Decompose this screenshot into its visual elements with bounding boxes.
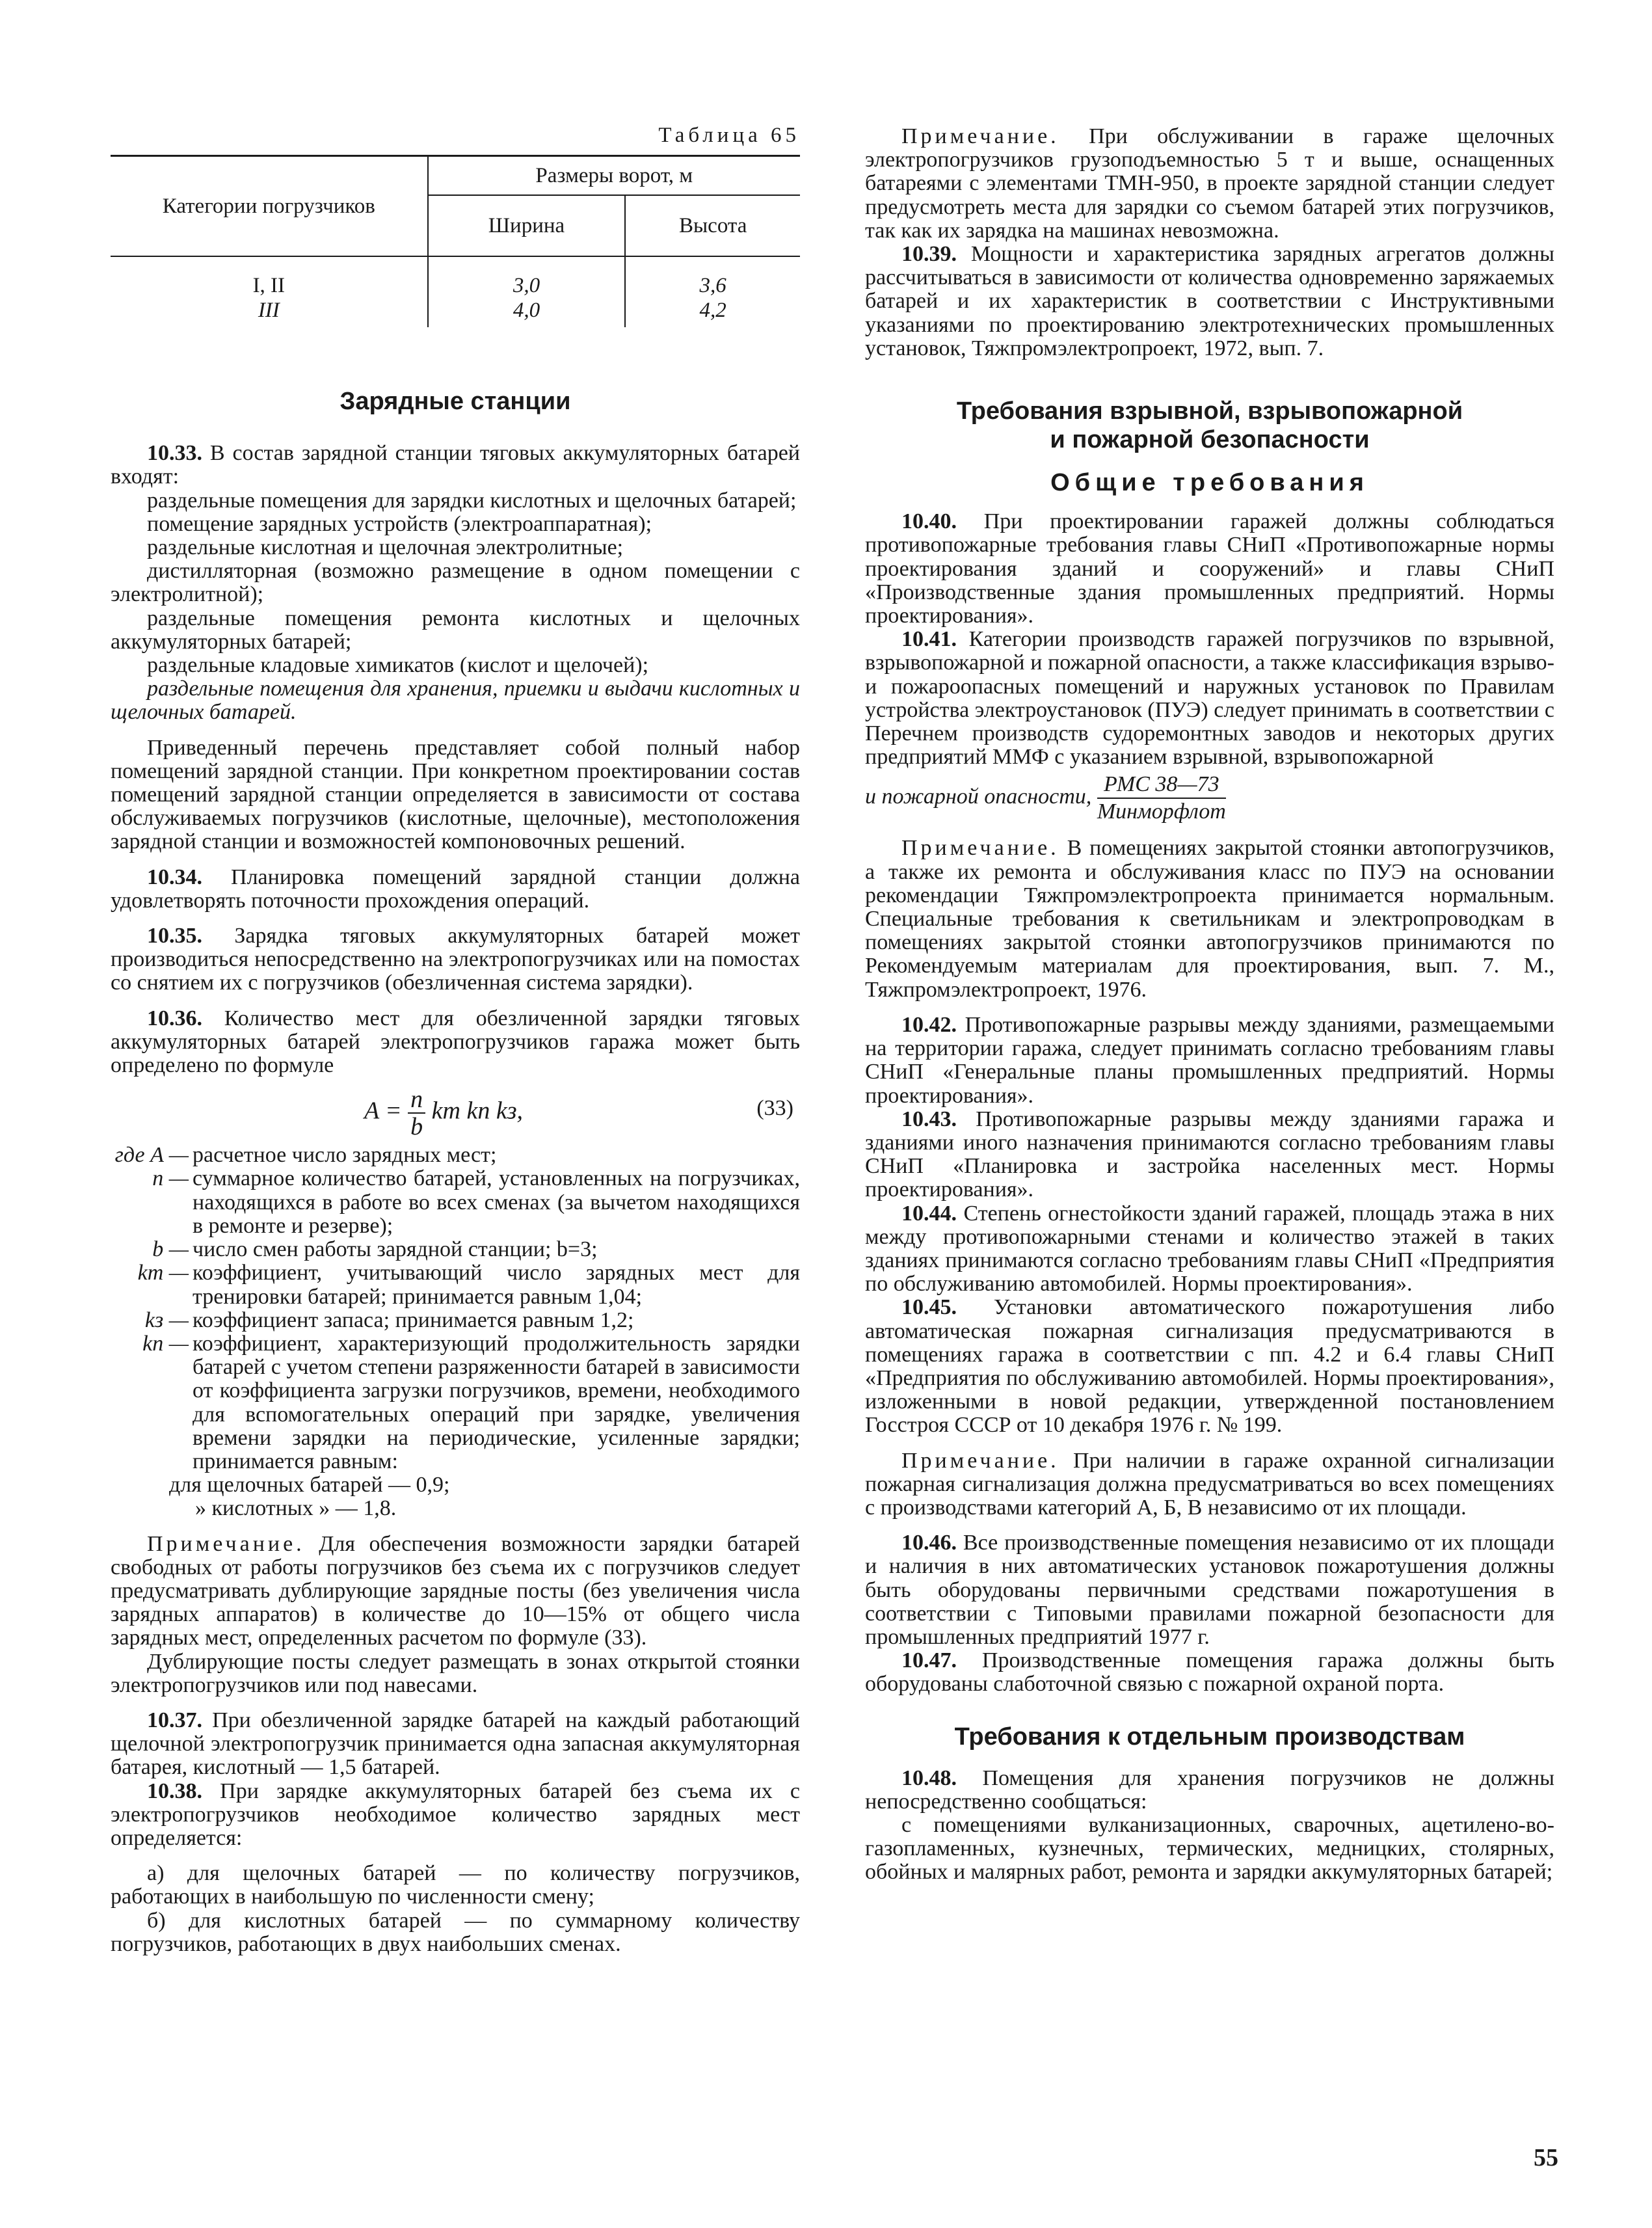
paragraph-number: 10.41. [901,627,957,652]
legend-row [111,1144,800,1167]
paragraph-10-34 [111,866,800,913]
paragraph-number: 10.42. [901,1012,957,1037]
paragraph-text: При проектировании гаражей должны соблюдаться противопожарные требования главы СНиП «Противопожарные нормы проектирования зданий и сооружений» и главы СНиП «Производственные здания промышленных предприятий. Нормы проектирования». [865,509,1555,628]
list-item: раздельные кислотная и щелочная электролитные; [147,535,624,560]
paragraph-text: Противопожарные разрывы между зданиями, размещаемыми на территории гаража, следует принимать согласно требованиям главы СНиП «Генеральные планы промышленных предприятий. Нормы проектирования». [865,1012,1555,1108]
fraction-denominator: b [410,1113,423,1141]
formula-expression [364,1086,523,1140]
subsection-heading: Общие требования [1050,469,1369,497]
fraction [1097,772,1226,825]
paragraph-text: Приведенный перечень представляет собой полный набор помещений зарядной станции. При конкретном проектировании состав помещений зарядной станции определяется в зависимости от состава обслуживаемых погрузчиков (кислотные, щелочные), местоположения зарядной станции и возможностей компоновочных решений. [111,735,800,854]
legend-text: расчетное число зарядных мест; [193,1143,497,1168]
note-label: Примечание. [147,1531,305,1556]
note [865,125,1554,243]
paragraph-10-41-tail [865,772,1554,825]
paragraph-number: 10.34. [147,865,202,889]
table-header-height: Высота [678,214,747,238]
legend-text: число смен работы зарядной станции; b=3; [193,1237,598,1262]
formula-fraction [408,1086,425,1140]
table-header-width: Ширина [428,195,626,256]
legend-text: суммарное количество батарей, установленных на погрузчиках, находящихся в работе во всех сменах (за вычетом находящихся в ремонте и резерве); [193,1166,800,1238]
note-label: Примечание. [901,836,1059,861]
table-cell-height: 3,6 [699,274,726,298]
paragraph-10-43 [865,1108,1554,1202]
legend-symbol: kт — [137,1261,189,1285]
paragraph-10-40 [865,510,1554,628]
paragraph-text: Установки автоматического пожаротушения либо автоматическая пожарная сигнализация предусматриваются в помещениях гаража в соответствии с пп. 4.2 и 6.4 главы СНиП «Предприятия по обслуживанию автомобилей. Нормы проектирования», изложенными в новой редакции, утвержденной постановлением Госстроя СССР от 10 декабря 1976 г. № 199. [865,1295,1554,1438]
note [865,837,1554,1001]
table-cell-category: I, II [111,256,428,298]
paragraph-10-47 [865,1649,1554,1696]
paragraph-text: Зарядка тяговых аккумуляторных батарей может производиться непосредственно на электропогрузчиках или на помостах со снятием их с погрузчиков (обезличенная система зарядки). [111,924,801,995]
paragraph-10-35 [111,924,800,995]
legend-text: коэффициент запаса; принимается равным 1,2; [193,1308,634,1332]
list-item: раздельные помещения для хранения, приемки и выдачи кислотных и щелочных батарей. [111,677,800,725]
list-item: с помещениями вулканизационных, сварочных, ацетилено-во-газопламенных, кузнечных, термических, медницких, столярных, обойных и малярных работ, ремонта и зарядки аккумуляторных батарей; [865,1812,1554,1885]
paragraph-text: При зарядке аккумуляторных батарей без съема их с электропогрузчиков необходимое количество зарядных мест определяется: [111,1778,800,1850]
paragraph-text: Все производственные помещения независимо от их площади и наличия в них автоматических установок пожаротушения должны быть оборудованы первичными средствами пожаротушения в соответствии с Типовыми правилами пожарной безопасности для промышленных предприятий 1977 г. [865,1531,1555,1649]
kp-acid: » кислотных » — 1,8. [195,1496,397,1521]
left-column [111,124,800,1956]
formula-rhs: kт kп kз, [431,1097,524,1125]
legend-row [111,1238,800,1261]
table-cell-width: 3,0 [428,256,626,298]
section-heading: Требования взрывной, взрывопожарной [956,397,1463,425]
paragraph-10-41 [865,628,1554,769]
right-column [865,125,1554,1885]
paragraph-number: 10.48. [901,1765,957,1790]
paragraph-text: Помещения для хранения погрузчиков не должны непосредственно сообщаться: [865,1765,1555,1814]
paragraph-text: Мощности и характеристика зарядных агрегатов должны рассчитываться в зависимости от количества одновременно заряжаемых батарей и их характеристик в соответствии с Инструктивными указаниями по проектированию электротехнических промышленных установок, Тяжпромэлектропроект, 1972, вып. 7. [865,242,1555,360]
table-65 [111,155,800,327]
table-header-category: Категории погрузчиков [111,156,428,257]
paragraph-text: и пожарной опасности, [865,785,1092,809]
note [865,1449,1554,1520]
note-text: При обслуживании в гараже щелочных электропогрузчиков грузоподъемностью 5 т и выше, оснащенных батареями с элементами ТМН-950, в проекте зарядной станции следует предусмотреть места для зарядки со съемом батарей этих погрузчиков, так как их зарядка на машинах невозможна. [865,124,1554,243]
legend-row [111,1309,800,1332]
legend-symbol: kп — [142,1331,189,1356]
paragraph-number: 10.33. [147,441,202,466]
list-item: дистилляторная (возможно размещение в одном помещении с электролитной); [111,559,800,607]
paragraph-number: 10.38. [147,1778,202,1803]
page-number: 55 [1534,2144,1558,2171]
paragraph-10-36 [111,1007,800,1078]
equation-number: (33) [756,1096,793,1121]
legend-text: коэффициент, характеризующий продолжительность зарядки батарей с учетом степени разряженности батарей в зависимости от коэффициента загрузки погрузчиков, времени, необходимого для вспомогательных операций при зарядке, увеличения времени зарядки на периодические, усиленные зарядки; принимается равным: [193,1331,800,1473]
paragraph-text: Категории производств гаражей погрузчиков по взрывной, взрывопожарной и пожарной опасности, а также классификация взрыво- и пожароопасных помещений и наружных установок по Правилам устройства электроустановок (ПУЭ) следует принимать в соответствии с Перечнем производств судоремонтных заводов и некоторых других предприятий ММФ с указанием взрывной, взрывопожарной [865,627,1554,770]
paragraph-number: 10.36. [147,1006,202,1030]
legend-symbol: kз — [144,1308,189,1332]
paragraph-10-44 [865,1202,1554,1296]
paragraph-10-46 [865,1531,1554,1649]
paragraph-number: 10.39. [901,242,957,267]
note-text: Дублирующие посты следует размещать в зонах открытой стоянки электропогрузчиков или под навесами. [111,1649,800,1697]
paragraph-number: 10.47. [901,1648,957,1673]
list-item: раздельные помещения ремонта кислотных и щелочных аккумуляторных батарей; [111,606,800,654]
fraction-numerator: n [408,1086,425,1114]
formula-33 [111,1077,800,1140]
section-heading: и пожарной безопасности [1050,426,1370,454]
paragraph-text: Противопожарные разрывы между зданиями гаража и зданиями иного назначения принимаются согласно требованиям главы СНиП «Планировка и застройка населенных мест. Нормы проектирования». [865,1107,1554,1202]
paragraph-10-45 [865,1296,1554,1437]
section-heading: Требования к отдельным производствам [954,1723,1465,1751]
paragraph-10-48 [865,1767,1554,1814]
note-text: Для обеспечения возможности зарядки батарей свободных от работы погрузчиков без съема их с погрузчиков следует предусматривать дублирующие зарядные посты (без увеличения числа зарядных аппаратов) в количестве до 10—15% от общего числа зарядных мест, определенных расчетом по формуле (33). [111,1531,801,1650]
table-caption: Таблица 65 [658,124,800,147]
legend-symbol: где A — [114,1143,189,1168]
paragraph-text: При обезличенной зарядке батарей на каждый работающий щелочной электропогрузчик принимается одна запасная аккумуляторная батарея, кислотный — 1,5 батарей. [111,1708,800,1780]
paragraph-10-38 [111,1780,800,1851]
paragraph-text: В состав зарядной станции тяговых аккумуляторных батарей входят: [111,441,800,489]
paragraph-10-42 [865,1013,1554,1108]
formula-legend [111,1144,800,1520]
paragraph-10-33 [111,442,800,489]
paragraph-number: 10.40. [901,509,957,534]
list-item: помещение зарядных устройств (электроаппаратная); [147,511,652,536]
legend-row [111,1167,800,1238]
note [111,1533,800,1650]
list-item: раздельные помещения для зарядки кислотных и щелочных батарей; [147,488,797,513]
paragraph-text: Степень огнестойкости зданий гаражей, площадь этажа в них между противопожарными стенами и количество этажей в таких зданиях принимаются согласно требованиям главы СНиП «Предприятия по обслуживанию автомобилей. Нормы проектирования». [865,1201,1554,1296]
note-label: Примечание. [901,124,1059,148]
paragraph-number: 10.46. [901,1531,957,1555]
paragraph-number: 10.45. [901,1295,957,1320]
note-text: В помещениях закрытой стоянки автопогрузчиков, а также их ремонта и обслуживания класс по ПУЭ на основании рекомендации Тяжпромэлектропроекта принимается нормальным. Специальные требования к светильникам и электропроводкам в помещениях закрытой стоянки автопогрузчиков принимаются по Рекомендуемым материалам для проектирования, вып. 7. М., Тяжпромэлектропроект, 1976. [865,836,1554,1002]
legend-symbol: n — [152,1166,189,1191]
section-heading: Зарядные станции [340,388,571,416]
note-label: Примечание. [901,1448,1059,1473]
paragraph-10-37 [111,1709,800,1780]
paragraph-number: 10.44. [901,1201,957,1226]
list-item: раздельные кладовые химикатов (кислот и щелочей); [147,653,649,678]
legend-row [111,1332,800,1473]
paragraph-text: Производственные помещения гаража должны быть оборудованы слаботочной связью с пожарной охраной порта. [865,1648,1554,1697]
fraction-numerator: РМС 38—73 [1097,772,1226,799]
kp-alkaline: для щелочных батарей — 0,9; [169,1473,450,1497]
formula-lhs: A = [364,1097,402,1125]
table-cell-category: III [111,298,428,327]
legend-symbol: b — [152,1237,189,1262]
table-cell-width: 4,0 [428,298,626,327]
paragraph-10-39 [865,243,1554,360]
list-item: б) для кислотных батарей — по суммарному количеству погрузчиков, работающих в двух наибольших сменах. [111,1908,800,1956]
table-header-size: Размеры ворот, м [428,156,800,196]
paragraph-number: 10.35. [147,924,202,948]
legend-row [111,1261,800,1308]
fraction-denominator: Минморфлот [1097,799,1226,824]
table-cell-height: 4,2 [699,299,726,323]
paragraph-text: Планировка помещений зарядной станции должна удовлетворять поточности прохождения операций. [111,865,800,913]
paragraph-text: Количество мест для обезличенной зарядки тяговых аккумуляторных батарей электропогрузчиков гаража может быть определено по формуле [111,1006,801,1078]
list-item: а) для щелочных батарей — по количеству погрузчиков, работающих в наибольшую по численности смену; [111,1861,800,1909]
legend-text: коэффициент, учитывающий число зарядных мест для тренировки батарей; принимается равным 1,04; [193,1261,800,1309]
paragraph-number: 10.37. [147,1708,202,1732]
paragraph-number: 10.43. [901,1107,957,1131]
note-text: При наличии в гараже охранной сигнализации пожарная сигнализация должна предусматриваться во всех помещениях с производствами категорий А, Б, В независимо от их площади. [865,1448,1555,1520]
